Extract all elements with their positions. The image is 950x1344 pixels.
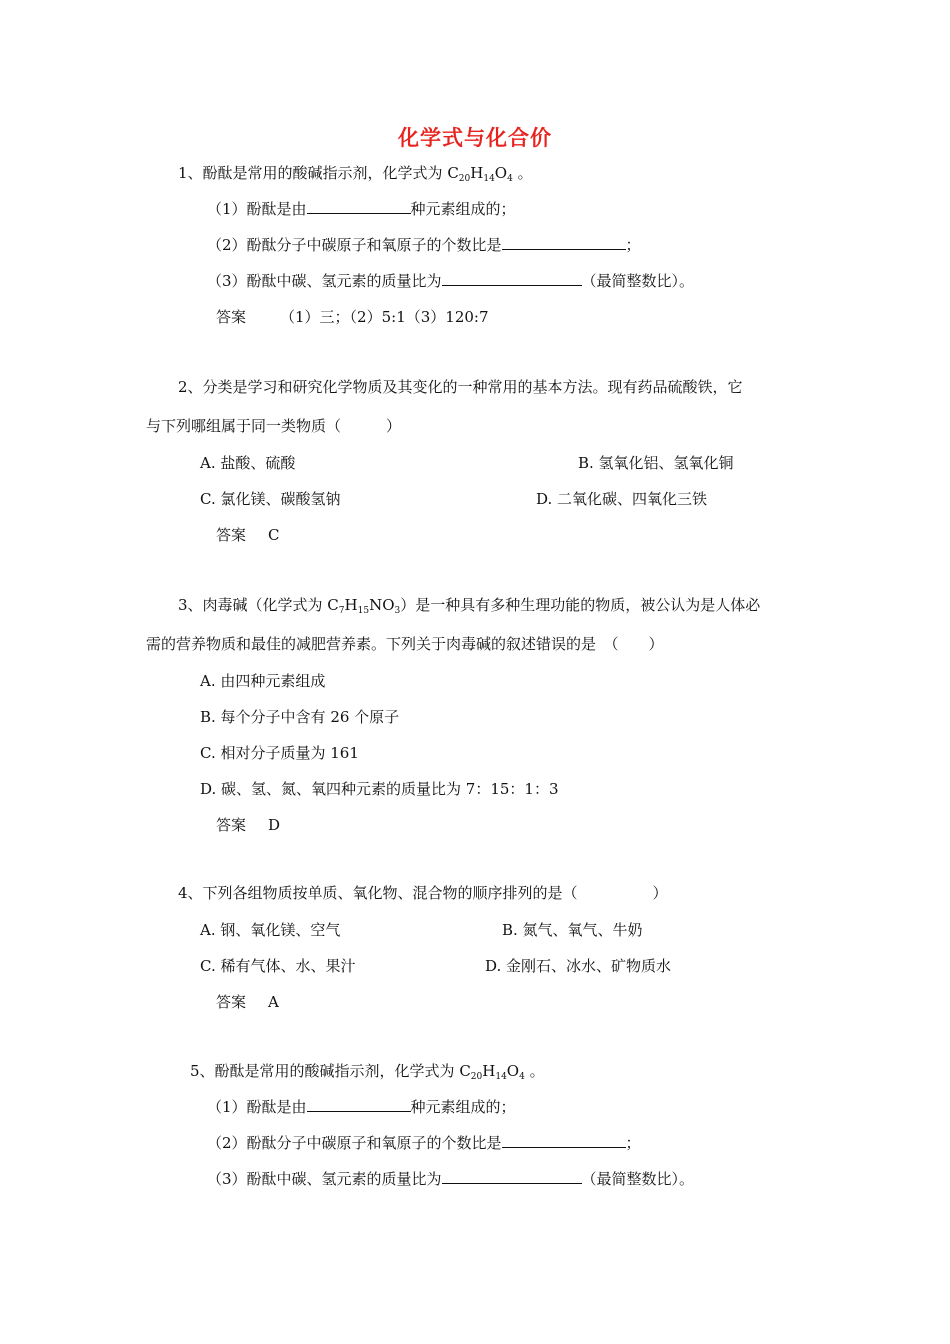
q5-stem: 5、酚酞是常用的酸碱指示剂，化学式为 $C_{20}H_{14}O_4$ 。 [190,1062,545,1082]
q3-option-c: C. 相对分子质量为 161 [200,744,359,762]
q5-part2: （2）酚酞分子中碳原子和氧原子的个数比是 ； [207,1134,641,1152]
q3-option-b: B. 每个分子中含有 26 个原子 [200,708,400,726]
q5-part1-blank[interactable] [307,1097,411,1112]
q3-option-d: D. 碳、氢、氮、氧四种元素的质量比为 7：15：1：3 [200,780,559,798]
q1-part3: （3）酚酞中碳、氢元素的质量比为 （最简整数比）。 [207,272,695,290]
q2-stem-line2: 与下列哪组属于同一类物质（ ） [146,417,402,435]
q1-answer: 答案 （1）三；（2）5:1（3）120:7 [216,308,489,326]
q3-answer: 答案 D [216,816,281,834]
q3-option-a: A. 由四种元素组成 [200,672,326,690]
q2-answer: 答案 C [216,526,280,544]
q4-answer: 答案 A [216,993,279,1011]
q4-option-c: C. 稀有气体、水、果汁 [200,957,356,975]
q4-option-b: B. 氮气、氧气、牛奶 [502,921,643,939]
q2-option-a: A. 盐酸、硫酸 [200,454,296,472]
q5-part1: （1）酚酞是由 种元素组成的； [207,1098,516,1116]
q1-part1-blank[interactable] [307,199,411,214]
q3-stem-line2: 需的营养物质和最佳的减肥营养素。下列关于肉毒碱的叙述错误的是 （ ） [146,635,664,653]
q2-option-b: B. 氢氧化铝、氢氧化铜 [578,454,734,472]
q4-stem: 4、下列各组物质按单质、氧化物、混合物的顺序排列的是（ ） [178,884,668,902]
q1-part3-blank[interactable] [442,271,582,286]
q1-part1: （1）酚酞是由 种元素组成的； [207,200,516,218]
q5-part3: （3）酚酞中碳、氢元素的质量比为 （最简整数比）。 [207,1170,695,1188]
q5-part2-blank[interactable] [502,1133,626,1148]
q2-option-d: D. 二氧化碳、四氧化三铁 [536,490,708,508]
page-title: 化学式与化合价 [398,125,552,150]
q4-option-a: A. 钢、氧化镁、空气 [200,921,341,939]
q1-part2-blank[interactable] [502,235,626,250]
q4-option-d: D. 金刚石、冰水、矿物质水 [485,957,672,975]
q2-stem-line1: 2、分类是学习和研究化学物质及其变化的一种常用的基本方法。现有药品硫酸铁，它 [178,378,743,396]
q3-stem-line1: 3、肉毒碱（化学式为 $C_7H_{15}NO_3$）是一种具有多种生理功能的物质，被公认为是人体必 [178,596,761,616]
q1-stem: 1、酚酞是常用的酸碱指示剂，化学式为 $C_{20}H_{14}O_4$ 。 [178,164,533,184]
q2-option-c: C. 氯化镁、碳酸氢钠 [200,490,341,508]
q5-part3-blank[interactable] [442,1169,582,1184]
q1-part2: （2）酚酞分子中碳原子和氧原子的个数比是 ； [207,236,641,254]
